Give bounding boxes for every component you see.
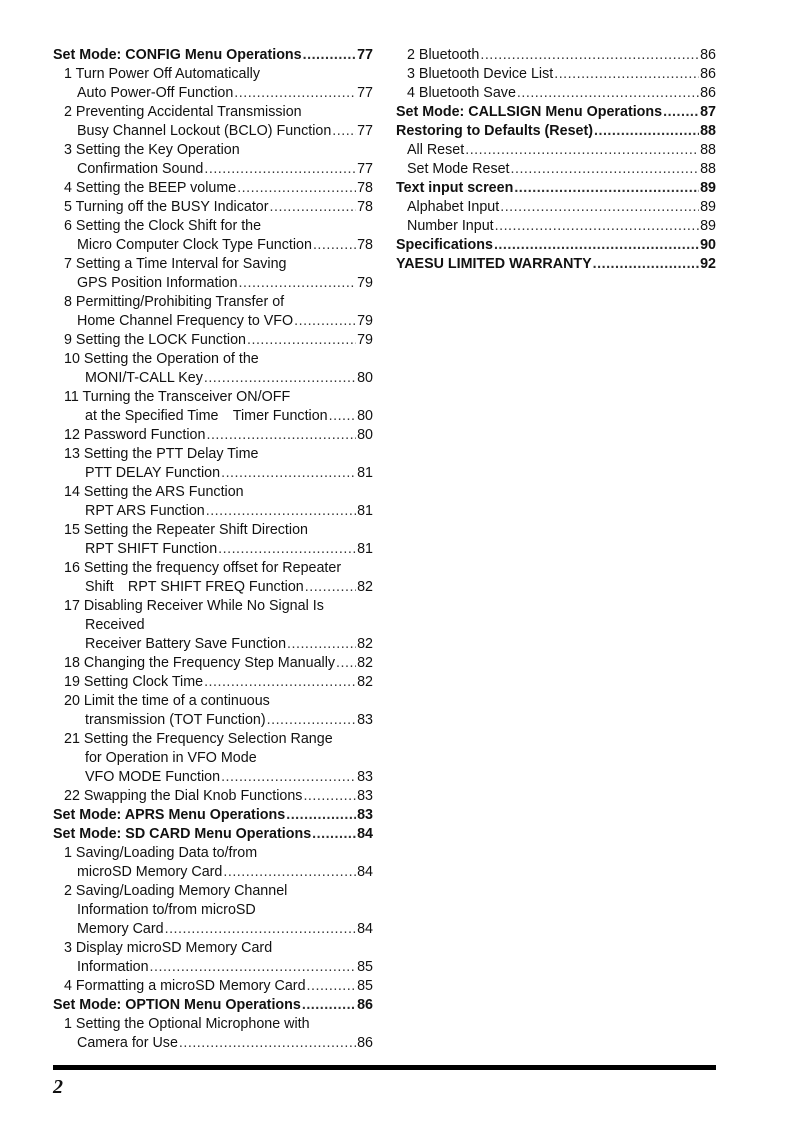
toc-section-heading [396,255,716,274]
toc-page-number: 85 [357,959,373,975]
toc-entry [53,1034,373,1053]
toc-entry [53,350,373,369]
toc-section-heading [53,46,373,65]
toc-entry-title: Specifications [396,237,493,253]
toc-entry [53,711,373,730]
toc-entry [53,160,373,179]
toc-page-number: 77 [357,123,373,139]
toc-entry [53,958,373,977]
dot-leader [294,312,356,331]
toc-page-number: 84 [357,921,373,937]
dot-leader [332,122,356,141]
toc-entry-title: 6 Setting the Clock Shift for the [64,218,262,234]
toc-entry-title: PTT DELAY Function [85,465,221,481]
toc-page-number: 80 [357,427,373,443]
toc-left-column [53,46,373,1053]
toc-entry [53,939,373,958]
toc-entry-title: 4 Formatting a microSD Memory Card [64,978,306,994]
toc-page-number: 86 [700,85,716,101]
toc-entry [53,559,373,578]
dot-leader [336,654,356,673]
dot-leader [307,977,357,996]
toc-entry [396,160,716,179]
toc-page-number: 88 [700,123,716,139]
toc-page-number: 86 [700,47,716,63]
toc-page-number: 84 [357,864,373,880]
toc-entry-title: Information [77,959,149,975]
toc-entry-title: 4 Setting the BEEP volume [64,180,237,196]
toc-entry-title: YAESU LIMITED WARRANTY [396,256,592,272]
toc-entry [53,198,373,217]
toc-page-number: 83 [357,788,373,804]
toc-entry [53,692,373,711]
toc-entry [53,407,373,426]
toc-page-number: 86 [357,1035,373,1051]
toc-page-number: 89 [700,199,716,215]
toc-entry [53,882,373,901]
toc-entry [53,464,373,483]
toc-entry-title: 21 Setting the Frequency Selection Range [64,731,333,747]
toc-entry [396,217,716,236]
toc-entry-title: Set Mode: APRS Menu Operations [53,807,286,823]
toc-entry [53,863,373,882]
toc-entry-title: 2 Preventing Accidental Transmission [64,104,302,120]
toc-page-number: 82 [357,655,373,671]
dot-leader [303,787,356,806]
toc-entry-title: Set Mode: CONFIG Menu Operations [53,47,302,63]
toc-entry [53,749,373,768]
toc-page-number: 80 [357,408,373,424]
toc-entry [53,635,373,654]
toc-entry [396,46,716,65]
toc-entry-title: MONI/T-CALL Key [85,370,203,386]
toc-entry [53,654,373,673]
toc-entry [396,141,716,160]
toc-entry-title: Set Mode: CALLSIGN Menu Operations [396,104,663,120]
dot-leader [223,863,356,882]
toc-page-number: 81 [357,465,373,481]
toc-page-number: 83 [357,712,373,728]
dot-leader [221,768,356,787]
toc-entry-title: 14 Setting the ARS Function [64,484,244,500]
dot-leader [234,84,356,103]
dot-leader [267,711,356,730]
toc-entry [53,1015,373,1034]
toc-page-number: 88 [700,161,716,177]
toc-entry [53,179,373,198]
dot-leader [270,198,357,217]
toc-section-heading [396,122,716,141]
toc-entry-title: 10 Setting the Operation of the [64,351,259,367]
toc-page-number: 89 [700,180,716,196]
toc-entry [53,483,373,502]
toc-entry [53,331,373,350]
dot-leader [593,255,699,274]
toc-entry [53,901,373,920]
dot-leader [150,958,357,977]
dot-leader [179,1034,356,1053]
dot-leader [465,141,699,160]
toc-entry [53,597,373,616]
toc-section-heading [396,179,716,198]
toc-entry [53,122,373,141]
toc-entry [53,673,373,692]
toc-entry [53,521,373,540]
dot-leader [247,331,356,350]
toc-right-column [396,46,716,274]
dot-leader [204,160,356,179]
toc-entry-title: All Reset [407,142,465,158]
dot-leader [554,65,699,84]
toc-page-number: 86 [700,66,716,82]
toc-page-number: 79 [357,275,373,291]
toc-entry-title: Set Mode Reset [407,161,510,177]
dot-leader [165,920,357,939]
dot-leader [594,122,699,141]
toc-entry [53,388,373,407]
dot-leader [303,46,356,65]
toc-page-number: 82 [357,636,373,652]
toc-entry-title: 3 Setting the Key Operation [64,142,240,158]
toc-entry-title: Set Mode: OPTION Menu Operations [53,997,301,1013]
toc-entry-title: Number Input [407,218,494,234]
footer-rule [53,1065,716,1070]
toc-entry [53,65,373,84]
toc-section-heading [53,825,373,844]
dot-leader [329,407,356,426]
dot-leader [287,635,356,654]
toc-entry-title: for Operation in VFO Mode [85,750,257,766]
dot-leader [511,160,700,179]
toc-entry-title: 1 Setting the Optional Microphone with [64,1016,310,1032]
toc-entry-title: 3 Display microSD Memory Card [64,940,273,956]
dot-leader [495,217,699,236]
toc-page-number: 90 [700,237,716,253]
toc-entry [53,616,373,635]
toc-page-number: 87 [700,104,716,120]
toc-entry-title: 20 Limit the time of a continuous [64,693,270,709]
toc-page-number: 77 [357,161,373,177]
dot-leader [494,236,699,255]
toc-entry-title: 19 Setting Clock Time [64,674,204,690]
toc-page-number: 78 [357,199,373,215]
toc-entry [53,84,373,103]
toc-page-number: 82 [357,674,373,690]
toc-entry-title: RPT SHIFT Function [85,541,218,557]
toc-entry [53,103,373,122]
toc-entry-title: 3 Bluetooth Device List [407,66,554,82]
toc-page-number: 77 [357,85,373,101]
toc-entry [53,236,373,255]
toc-entry [53,977,373,996]
toc-page-number: 82 [357,579,373,595]
toc-entry-title: Micro Computer Clock Type Function [77,237,312,253]
toc-entry [53,274,373,293]
toc-page-number: 79 [357,332,373,348]
toc-entry [53,217,373,236]
page-number: 2 [53,1076,63,1098]
toc-page-number: 81 [357,503,373,519]
toc-entry [53,730,373,749]
dot-leader [312,825,356,844]
toc-page-number: 85 [357,978,373,994]
toc-entry-title: Alphabet Input [407,199,500,215]
toc-entry [396,65,716,84]
toc-entry-title: Home Channel Frequency to VFO [77,313,294,329]
dot-leader [204,369,356,388]
toc-entry [53,369,373,388]
toc-entry [53,502,373,521]
toc-section-heading [53,996,373,1015]
dot-leader [218,540,356,559]
toc-entry [53,844,373,863]
dot-leader [221,464,356,483]
toc-section-heading [53,806,373,825]
toc-entry-title: 15 Setting the Repeater Shift Direction [64,522,308,538]
dot-leader [517,84,699,103]
toc-entry [53,787,373,806]
toc-entry-title: Busy Channel Lockout (BCLO) Function [77,123,332,139]
toc-entry [53,426,373,445]
toc-entry-title: 17 Disabling Receiver While No Signal Is [64,598,324,614]
toc-entry-title: Receiver Battery Save Function [85,636,287,652]
toc-entry-title: Information to/from microSD [77,902,256,918]
dot-leader [663,103,699,122]
toc-entry-title: Restoring to Defaults (Reset) [396,123,594,139]
toc-entry-title: Text input screen [396,180,514,196]
toc-entry-title: 8 Permitting/Prohibiting Transfer of [64,294,285,310]
toc-entry-title: Auto Power-Off Function [77,85,234,101]
toc-entry [396,84,716,103]
toc-entry [53,312,373,331]
toc-entry-title: 4 Bluetooth Save [407,85,516,101]
toc-page-number: 80 [357,370,373,386]
toc-page-number: 81 [357,541,373,557]
dot-leader [302,996,356,1015]
toc-entry [396,198,716,217]
dot-leader [206,426,356,445]
toc-entry-title: at the Specified Time Timer Function [85,408,328,424]
toc-entry-title: Camera for Use [77,1035,178,1051]
toc-entry-title: Set Mode: SD CARD Menu Operations [53,826,312,842]
toc-entry [53,920,373,939]
toc-entry-title: 2 Bluetooth [407,47,480,63]
toc-page-number: 86 [357,997,373,1013]
toc-page-number: 78 [357,237,373,253]
toc-page-number: 92 [700,256,716,272]
dot-leader [239,274,357,293]
toc-page-number: 79 [357,313,373,329]
toc-entry [53,540,373,559]
toc-entry [53,255,373,274]
dot-leader [237,179,356,198]
dot-leader [500,198,699,217]
toc-section-heading [396,103,716,122]
toc-entry-title: 7 Setting a Time Interval for Saving [64,256,287,272]
toc-entry-title: 22 Swapping the Dial Knob Functions [64,788,303,804]
toc-page-number: 84 [357,826,373,842]
toc-entry-title: Shift RPT SHIFT FREQ Function [85,579,304,595]
toc-entry [53,141,373,160]
toc-page-number: 88 [700,142,716,158]
toc-entry-title: 1 Saving/Loading Data to/from [64,845,258,861]
toc-entry [53,445,373,464]
toc-page-number: 77 [357,47,373,63]
toc-entry-title: Confirmation Sound [77,161,204,177]
toc-entry-title: 11 Turning the Transceiver ON/OFF [64,389,291,405]
toc-entry [53,578,373,597]
toc-entry-title: 18 Changing the Frequency Step Manually [64,655,336,671]
toc-entry-title: Memory Card [77,921,164,937]
toc-page-number: 78 [357,180,373,196]
dot-leader [305,578,356,597]
toc-page-number: 83 [357,769,373,785]
toc-entry [53,768,373,787]
toc-section-heading [396,236,716,255]
toc-entry-title: microSD Memory Card [77,864,223,880]
toc-entry [53,293,373,312]
toc-entry-title: 1 Turn Power Off Automatically [64,66,261,82]
dot-leader [286,806,356,825]
dot-leader [313,236,356,255]
toc-entry-title: 5 Turning off the BUSY Indicator [64,199,269,215]
toc-page-number: 89 [700,218,716,234]
toc-entry-title: 2 Saving/Loading Memory Channel [64,883,288,899]
toc-entry-title: 13 Setting the PTT Delay Time [64,446,259,462]
dot-leader [206,502,356,521]
dot-leader [514,179,699,198]
toc-page-number: 83 [357,807,373,823]
dot-leader [204,673,356,692]
toc-entry-title: transmission (TOT Function) [85,712,266,728]
toc-entry-title: 9 Setting the LOCK Function [64,332,246,348]
toc-entry-title: VFO MODE Function [85,769,221,785]
toc-entry-title: 12 Password Function [64,427,206,443]
toc-entry-title: 16 Setting the frequency offset for Repeater [64,560,342,576]
toc-entry-title: GPS Position Information [77,275,238,291]
toc-entry-title: RPT ARS Function [85,503,205,519]
dot-leader [480,46,699,65]
toc-entry-title: Received [85,617,145,633]
